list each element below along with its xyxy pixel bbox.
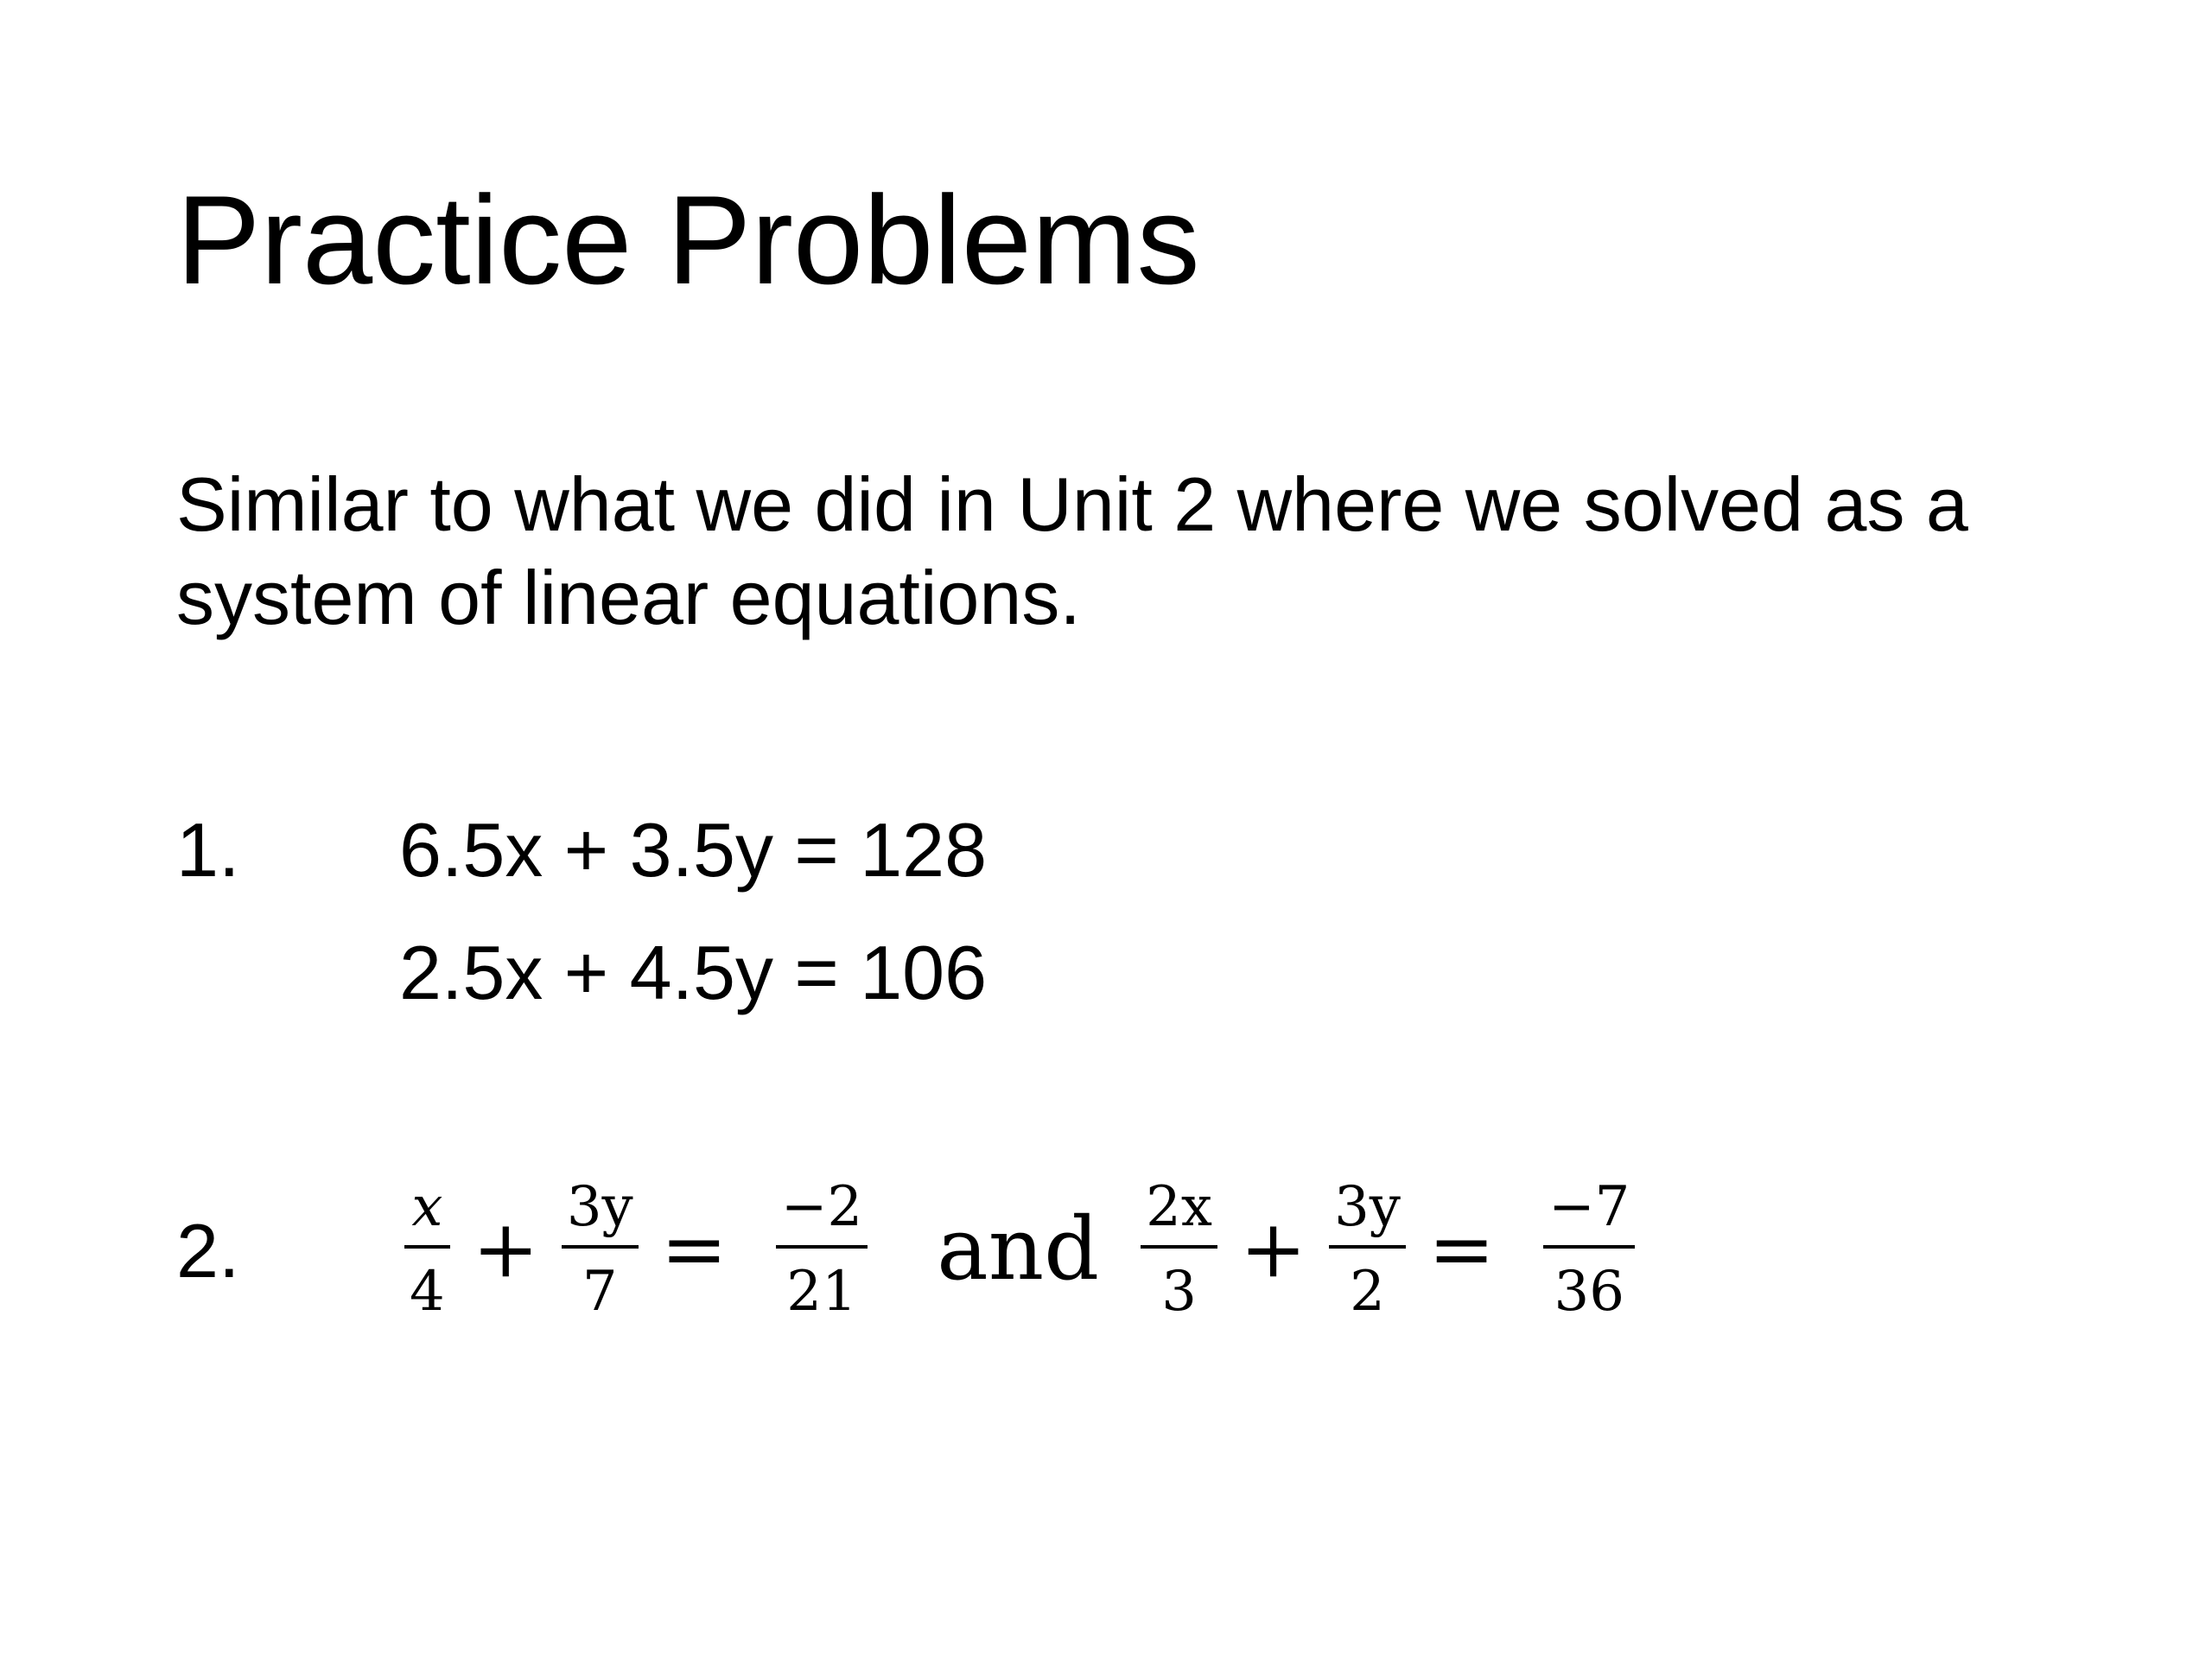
fraction-denominator: 2 (1350, 1260, 1385, 1324)
problem-1-equation-2: 2.5x + 4.5y = 106 (399, 930, 988, 1015)
fraction-neg2-over-21 (776, 1175, 868, 1324)
problem-1-number: 1. (176, 807, 240, 893)
slide-title: Practice Problems (176, 169, 1200, 310)
fraction-denominator: 3 (1161, 1260, 1197, 1324)
equals-sign: = (660, 1203, 728, 1295)
fraction-numerator: x (411, 1175, 443, 1239)
fraction-x-over-4 (404, 1175, 450, 1324)
intro-line-2: system of linear equations. (176, 555, 1081, 640)
fraction-3y-over-7 (562, 1175, 639, 1324)
fraction-denominator: 21 (786, 1260, 857, 1324)
numerator-text: 3y (566, 1175, 633, 1239)
plus-sign: + (472, 1203, 539, 1295)
plus-sign: + (1239, 1203, 1307, 1295)
intro-text (176, 458, 2103, 645)
fraction-numerator: −2 (780, 1175, 863, 1239)
intro-line-1: Similar to what we did in Unit 2 where we solved as a (176, 461, 1968, 547)
fraction-denominator: 36 (1554, 1260, 1624, 1324)
fraction-3y-over-2 (1329, 1175, 1406, 1324)
fraction-neg7-over-36 (1543, 1175, 1635, 1324)
fraction-numerator: −7 (1548, 1175, 1630, 1239)
fraction-denominator: 7 (582, 1260, 618, 1324)
fraction-numerator: 2x (1146, 1175, 1212, 1239)
fraction-numerator (562, 1175, 639, 1245)
problem-1-equation-1: 6.5x + 3.5y = 128 (399, 807, 988, 893)
fraction-numerator: 3y (1334, 1175, 1401, 1239)
and-word: and (937, 1198, 1100, 1300)
fraction-2x-over-3 (1141, 1175, 1217, 1324)
fraction-denominator: 4 (410, 1260, 445, 1324)
problem-2-equations (396, 1172, 1643, 1327)
problem-2-number: 2. (176, 1208, 240, 1294)
equals-sign: = (1427, 1203, 1496, 1295)
